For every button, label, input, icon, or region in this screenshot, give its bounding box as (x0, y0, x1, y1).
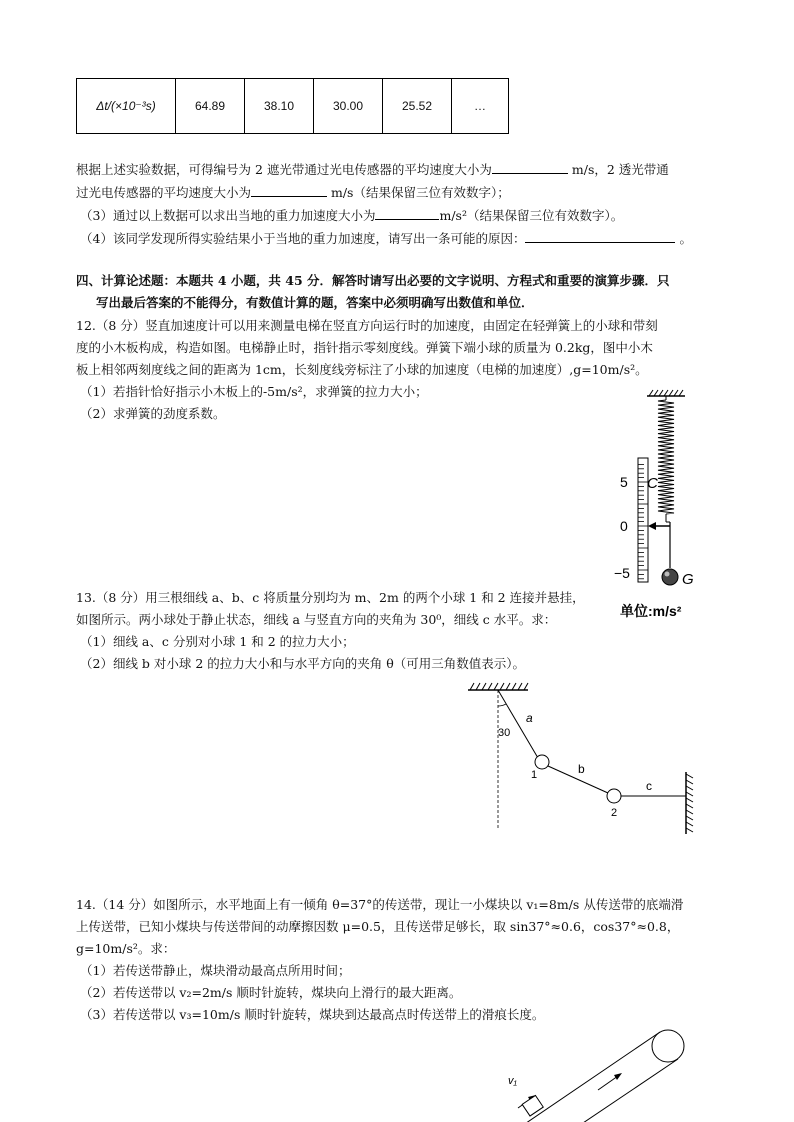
tick-label-minus5: −5 (614, 565, 630, 581)
answer-blank[interactable] (525, 231, 675, 243)
label-g: G (682, 571, 694, 588)
angle-label: 30 (498, 727, 511, 739)
table-cell: 64.89 (176, 79, 245, 134)
section-heading: 四、计算论述题：本题共 4 小题，共 45 分．解答时请写出必要的文字说明、方程式和重要的演算步骤．只 (76, 273, 670, 288)
q13-line-4: （2）细线 b 对小球 2 的拉力大小和与水平方向的夹角 θ（可用三角数值表示）。 (80, 656, 526, 671)
data-table (76, 78, 509, 134)
ball-2-label: 2 (611, 807, 618, 819)
q11-line-2: 过光电传感器的平均速度大小为 m/s（结果保留三位有效数字）； (76, 185, 510, 200)
upper-roller (652, 1030, 684, 1062)
table-cell: … (452, 79, 509, 134)
conveyor-figure (490, 1020, 700, 1122)
q11-line-1: 根据上述实验数据，可得编号为 2 遮光带通过光电传感器的平均速度大小为 m/s，2 透光带通 (76, 162, 669, 177)
q12-line-2: 度的小木板构成，构造如图。电梯静止时，指针指示零刻度线。弹簧下端小球的质量为 0.2kg，图中小木 (76, 340, 653, 355)
table-cell: 25.52 (383, 79, 452, 134)
q13-line-2: 如图所示。两小球处于静止状态，细线 a 与竖直方向的夹角为 30⁰，细线 c 水平。求： (76, 612, 557, 627)
strings-figure (460, 678, 710, 838)
table-row (77, 79, 509, 134)
spring (658, 396, 674, 514)
pointer-arrow-icon (648, 522, 656, 530)
answer-blank[interactable] (251, 185, 327, 197)
q14-line-5: （2）若传送带以 v₂=2m/s 顺时针旋转，煤块向上滑行的最大距离。 (80, 985, 462, 1000)
table-header-cell: Δt/(×10⁻³s) (77, 79, 176, 134)
q14-line-3: g=10m/s²。求： (76, 941, 176, 956)
label-b: b (578, 762, 585, 776)
q12-line-1: 12.（8 分）竖直加速度计可以用来测量电梯在竖直方向运行时的加速度，由固定在轻弹簧上的小球和带刻 (76, 318, 658, 333)
q11-line-3: （3）通过以上数据可以求出当地的重力加速度大小为 m/s²（结果保留三位有效数字）。 (80, 208, 624, 223)
q14-line-2: 上传送带，已知小煤块与传送带间的动摩擦因数 μ=0.5，且传送带足够长，取 sin37°≈0.6，cos37°≈0.8， (76, 919, 680, 934)
q11-line-4: （4）该同学发现所得实验结果小于当地的重力加速度，请写出一条可能的原因： 。 (80, 231, 692, 246)
belt-direction-arrow-icon (614, 1073, 622, 1080)
q12-line-3: 板上相邻两刻度线之间的距离为 1cm，长刻度线旁标注了小球的加速度（电梯的加速度）,g=10m/s²。 (76, 362, 648, 377)
table-cell: 38.10 (245, 79, 314, 134)
answer-blank[interactable] (492, 162, 568, 174)
ball-2 (607, 789, 621, 803)
q14-line-1: 14.（14 分）如图所示，水平地面上有一倾角 θ=37°的传送带，现让一小煤块以 v₁=8m/s 从传送带的底端滑 (76, 897, 684, 912)
coal-block (522, 1095, 543, 1116)
ball-1 (535, 755, 549, 769)
q12-line-5: （2）求弹簧的劲度系数。 (80, 406, 226, 421)
label-c: c (646, 779, 652, 793)
section-heading-cont: 写出最后答案的不能得分，有数值计算的题，答案中必须明确写出数值和单位． (96, 295, 534, 310)
q13-line-1: 13.（8 分）用三根细线 a、b、c 将质量分别均为 m、2m 的两个小球 1 和 2 连接并悬挂， (76, 590, 585, 605)
v1-label: v₁ (508, 1075, 517, 1087)
table-cell: 30.00 (314, 79, 383, 134)
tick-label-5: 5 (620, 474, 628, 490)
q12-line-4: （1）若指针恰好指示小木板上的-5m/s²，求弹簧的拉力大小； (80, 384, 428, 399)
label-c: C (647, 475, 658, 492)
accelerometer-figure (600, 388, 710, 628)
q13-line-3: （1）细线 a、c 分别对小球 1 和 2 的拉力大小； (80, 634, 355, 649)
q14-line-4: （1）若传送带静止，煤块滑动最高点所用时间； (80, 963, 351, 978)
ball-1-label: 1 (531, 769, 538, 781)
unit-label: 单位:m/s² (620, 603, 682, 619)
ball (662, 569, 678, 585)
answer-blank[interactable] (375, 208, 439, 220)
label-a: a (526, 711, 533, 725)
tick-label-0: 0 (620, 518, 628, 534)
q14-line-6: （3）若传送带以 v₃=10m/s 顺时针旋转，煤块到达最高点时传送带上的滑痕长度。 (80, 1007, 545, 1022)
